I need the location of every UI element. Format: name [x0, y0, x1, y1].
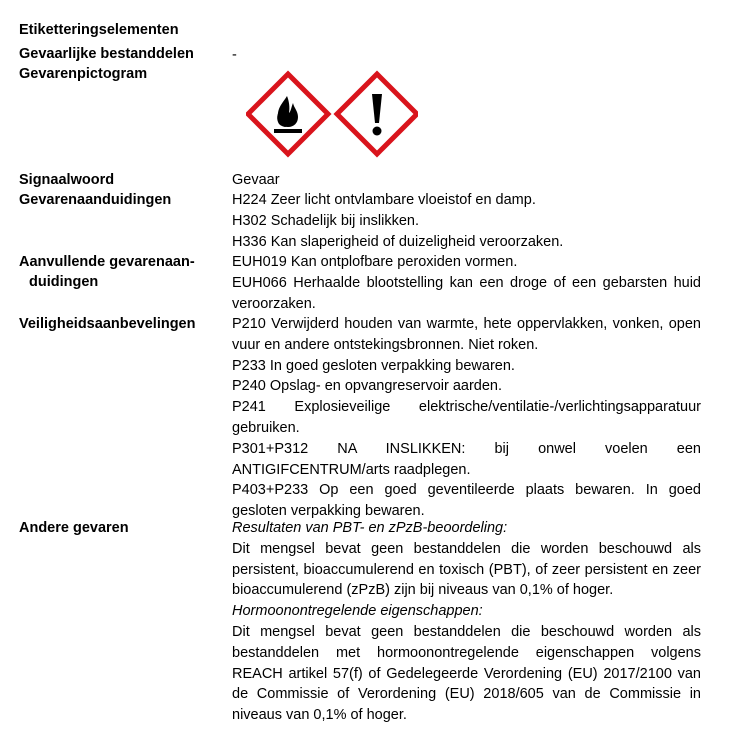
precautionary-statement: P210 Verwijderd houden van warmte, hete oppervlakken, vonken, open vuur en andere ontstekingsbronnen. Niet roken.: [232, 316, 701, 353]
endocrine-properties-heading: Hormoonontregelende eigenschappen:: [232, 603, 483, 620]
supplemental-hazards-label-continued: duidingen: [29, 274, 99, 290]
flame-pictogram-icon: [248, 74, 328, 154]
signal-word-label: Signaalwoord: [19, 172, 115, 188]
pictogram-row: [246, 70, 418, 160]
pictogram-label: Gevarenpictogram: [19, 66, 148, 82]
supplemental-hazards-label: Aanvullende gevarenaan-: [19, 254, 195, 270]
section-heading: Etiketteringselementen: [19, 22, 179, 38]
supplemental-hazard-statement: EUH019 Kan ontplofbare peroxiden vormen.: [232, 254, 518, 270]
pbt-assessment-heading: Resultaten van PBT- en zPzB-beoordeling:: [232, 520, 508, 536]
supplemental-hazard-statement: EUH066 Herhaalde blootstelling kan een droge of een gebarsten huid veroorzaken.: [232, 274, 701, 312]
other-hazards-label: Andere gevaren: [19, 520, 129, 536]
supplemental-hazards-list: [232, 252, 701, 314]
pbt-assessment-text: Dit mengsel bevat geen bestanddelen die worden beschouwd als persistent, bioaccumulerend en toxisch (PBT), of zeer persistent en zeer bioaccumulerend (zPzB) zijn bij niveaus van 0,1% of hoger.: [232, 540, 701, 599]
hazard-statement: H224 Zeer licht ontvlambare vloeistof en damp.: [232, 192, 536, 208]
hazard-statements-list: [232, 190, 701, 252]
precautionary-statement: P240 Opslag- en opvangreservoir aarden.: [232, 378, 503, 395]
endocrine-properties-text: Dit mengsel bevat geen bestanddelen die beschouwd worden als bestanddelen met hormoonontregelende eigenschappen volgens REACH artikel 57(f) of Gedelegeerde Verordening (EU) 2017/2100 van de Commissie of Verordening (EU) 2018/605 van de Commissie in niveaus van 0,1% of hoger.: [232, 623, 701, 724]
hazardous-components-label: Gevaarlijke bestanddelen: [19, 46, 194, 62]
exclamation-pictogram-icon: [337, 74, 417, 154]
precautionary-statements-list: [232, 314, 701, 522]
hazardous-components-value: -: [232, 47, 237, 63]
precautionary-statements-label: Veiligheidsaanbevelingen: [19, 316, 196, 332]
precautionary-statement: P241 Explosieveilige elektrische/ventilatie-/verlichtingsapparatuur gebruiken.: [232, 399, 701, 436]
precautionary-statement: P403+P233 Op een goed geventileerde plaats bewaren. In goed gesloten verpakking bewaren.: [232, 482, 701, 520]
hazard-statements-label: Gevarenaanduidingen: [19, 192, 172, 208]
hazard-statement: H336 Kan slaperigheid of duizeligheid veroorzaken.: [232, 233, 564, 250]
precautionary-statement: P233 In goed gesloten verpakking bewaren.: [232, 357, 515, 374]
hazard-statement: H302 Schadelijk bij inslikken.: [232, 212, 419, 229]
signal-word-value: Gevaar: [232, 172, 280, 188]
other-hazards-content: [232, 518, 701, 726]
precautionary-statement: P301+P312 NA INSLIKKEN: bij onwel voelen een ANTIGIFCENTRUM/arts raadplegen.: [232, 440, 701, 478]
